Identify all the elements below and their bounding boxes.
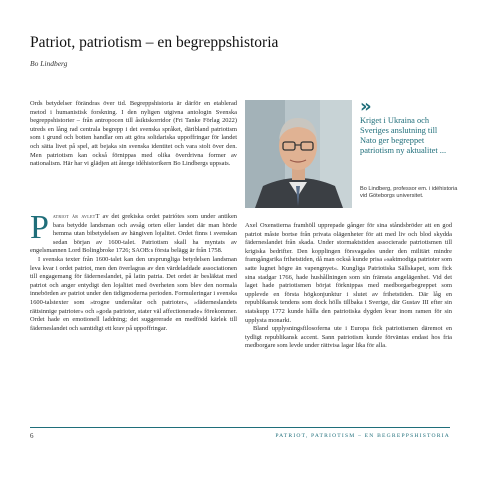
pull-quote: Kriget i Ukraina och Sveriges anslutning till Nato ger begreppet patriotism ny aktualitet ... (360, 116, 447, 155)
body-paragraph: I svenska texter från 1600-talet kan den ursprungliga betydelsen landsman leva kvar i ordet patriot, men den överlagras av den värdeladdade associationen till engagemang för fäderneslandet, på latin patria. Det ordet är besläktat med patriot och anger entydigt den lojalitet med överheten som blev den normala innebörden av patriot under den tidigmoderna perioden. Formuleringar i svenska 1600-talstexter som »trogne undersåtar och patrioter«, »fäderneslandets rättsinnige patrioter« och »goda patrioter, stater väl affectionerade« förekommer. Ordet hade en emotionell laddning; det suggererade en medfödd kärlek till fäderneslandet och samtidigt ett krav på uppoffringar. (30, 255, 237, 332)
lead-smallcaps: atriot är avletT (52, 213, 100, 220)
body-paragraph: Bland upplysningsfilosoferna ute i Europa fick patriotismen däremot en tydligt republikansk accent. Sann patriotism kunde förväntas endast hos fria medborgare som levde under rättvisa lagar lika för alla. (245, 325, 452, 350)
quote-marks-icon: » (360, 96, 368, 117)
opening-text: av det grekiska ordet patriótes som under antiken bara betydde landsman och avsåg orten eller landet där man hörde hemma utan bibetydelsen av hängiven lojalitet. Ordet finns i svenskan sedan början av 1600-talet. Patriotism skall ha myntats av engelsmannen Lord Bolingbroke 1726; SAOB:s första belägg är från 1758. (30, 213, 237, 255)
running-head: PATRIOT, PATRIOTISM – EN BEGREPPSHISTORIA (275, 433, 450, 439)
opening-paragraph (30, 209, 237, 256)
portrait-illustration (245, 100, 352, 208)
photo-caption: Bo Lindberg, professor em. i idéhistoria vid Göteborgs universitet. (360, 186, 458, 199)
intro-text: Ords betydelser förändras över tid. Begreppshistoria är därför en etablerad metod i humanistisk forskning. I den nyligen utgivna antologin Svenska begreppshistorier – från antropocen till åsiktskorridor (Fri Tanke Förlag 2022) utreds en lång rad centrala begrepp i det svenska språket, däribland patriotism som i grund och botten handlar om att göra solidariska uppoffringar för landet och sätta livet på spel, att bejaka sin svenska identitet och vara stolt över den. Men patriotism kan också förnippas med olika överdrivna former av nationalism. Här har vi glädjen att återge idéhistorikern Bo Lindbergs uppsats. (30, 100, 237, 168)
page-number: 6 (30, 432, 34, 440)
article-title: Patriot, patriotism – en begreppshistoria (30, 34, 279, 51)
right-column (245, 222, 452, 351)
dropcap: P (30, 209, 49, 246)
article-author: Bo Lindberg (30, 59, 68, 68)
body-paragraph: Axel Oxenstierna framhöll upprepade gånger för sina ståndsbröder att en god patriot måste bortse från privata olägenheter för att med liv och blod skydda fäderneslandet från skada. Under stormaktstiden associerade patriotismen till krigiska bedrifter. Den kopplingen försvagades under den militärt mindre framgångsrika frihetstiden, då man också kunde prisa »saktmodiga patrioter som satte lugnet högre än vapengnyet«. Kungliga Patriotiska Sällskapet, som fick sina stadgar 1766, hade hushållningen som sin främsta angelägenhet. Vid det laget hade patriotismen börjat förknippas med medborgarbegreppet som upplevde en första högkonjunktur i slutet av frihetstiden. Där låg en republikansk tendens som dock hölls tillbaka i Sverige, där Gustav III efter sin statskupp 1772 kunde hålla den patriotiska dygden kvar inom ramen för sin upplysta monarki. (245, 222, 452, 324)
author-portrait (245, 100, 352, 208)
intro-paragraph (30, 100, 237, 169)
left-column (30, 209, 237, 333)
footer-rule (30, 427, 450, 428)
